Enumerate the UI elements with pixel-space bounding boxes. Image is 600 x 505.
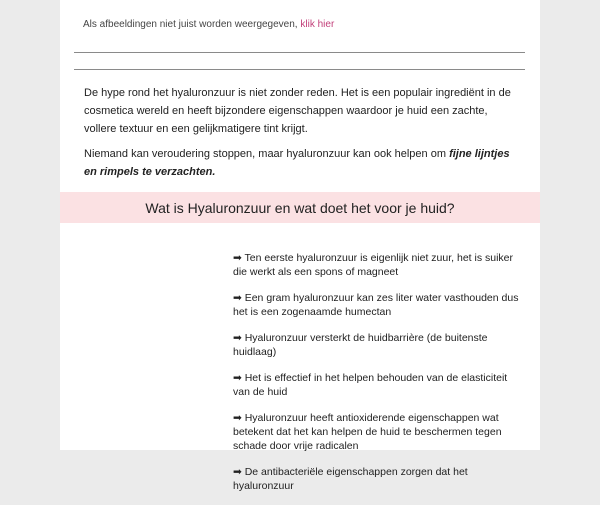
benefits-list — [233, 251, 523, 505]
preheader-text: Als afbeeldingen niet juist worden weergegeven, — [83, 19, 301, 30]
email-card — [60, 0, 540, 492]
benefit-item: ➡ Hyaluronzuur versterkt de huidbarrière (de buitenste huidlaag) — [233, 332, 488, 358]
divider-top — [74, 52, 525, 53]
benefit-item: ➡ Hyaluronzuur heeft antioxiderende eigenschappen wat betekent dat het kan helpen de huid te beschermen tegen schade door vrije radicalen — [233, 412, 502, 452]
section-heading-banner — [60, 192, 540, 223]
intro-paragraph: De hype rond het hyaluronzuur is niet zonder reden. Het is een populair ingrediënt in de cosmetica wereld en heeft bijzondere eigenschappen waardoor je huid een zachte, vollere textuur en een gelijkmatigere tint krijgt. — [84, 87, 511, 135]
preheader — [83, 19, 334, 30]
intro-emphasis: fijne lijntjes en rimpels te verzachten. — [84, 148, 510, 178]
intro-paragraph-2-text: Niemand kan veroudering stoppen, maar hyaluronzuur kan ook helpen om — [84, 148, 450, 160]
benefit-item: ➡ Ten eerste hyaluronzuur is eigenlijk niet zuur, het is suiker die werkt als een spons of magneet — [233, 252, 513, 278]
intro-paragraph-2 — [84, 145, 516, 181]
benefit-item: ➡ Een gram hyaluronzuur kan zes liter water vasthouden dus het is een zogenaamde humectan — [233, 292, 519, 318]
benefit-item: ➡ De antibacteriële eigenschappen zorgen dat het hyaluronzuur — [233, 466, 468, 492]
divider-bottom — [74, 69, 525, 70]
view-online-link[interactable]: klik hier — [300, 19, 335, 30]
section-heading: Wat is Hyaluronzuur en wat doet het voor je huid? — [145, 199, 455, 216]
benefit-item: ➡ Het is effectief in het helpen behouden van de elasticiteit van de huid — [233, 372, 508, 398]
